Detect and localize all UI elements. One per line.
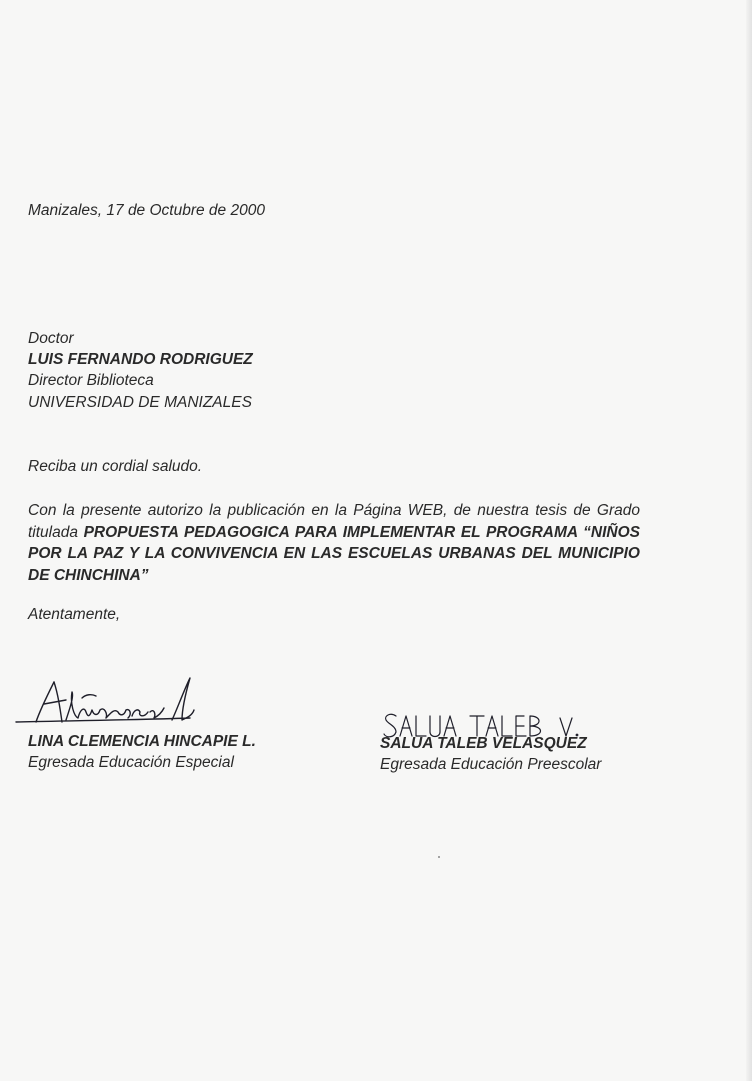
date-line: Manizales, 17 de Octubre de 2000 xyxy=(28,202,265,219)
signatory-1-name: LINA CLEMENCIA HINCAPIE L. xyxy=(28,733,256,750)
recipient-name: LUIS FERNANDO RODRIGUEZ xyxy=(28,351,253,368)
signature-lina-hincapie xyxy=(14,664,214,734)
paper-speck xyxy=(438,856,440,858)
recipient-title: Doctor xyxy=(28,330,74,347)
signatory-2-name: SALUA TALEB VELASQUEZ xyxy=(380,735,587,752)
closing: Atentamente, xyxy=(28,606,121,623)
greeting: Reciba un cordial saludo. xyxy=(28,458,203,475)
body-intro: Con la presente autorizo la publicación en la Página WEB, de nuestra tesis de Grado titulada xyxy=(28,502,640,541)
body-paragraph xyxy=(28,500,640,586)
recipient-position: Director Biblioteca xyxy=(28,372,154,389)
recipient-institution: UNIVERSIDAD DE MANIZALES xyxy=(28,394,252,411)
thesis-title: PROPUESTA PEDAGOGICA PARA IMPLEMENTAR EL PROGRAMA “NIÑOS POR LA PAZ Y LA CONVIVENCIA EN LAS ESCUELAS URBANAS DEL MUNICIPIO DE CHINCHINA” xyxy=(28,523,640,584)
signatory-1-role: Egresada Educación Especial xyxy=(28,754,234,771)
page-edge-shadow xyxy=(746,0,752,1081)
signatory-2-role: Egresada Educación Preescolar xyxy=(380,756,602,773)
